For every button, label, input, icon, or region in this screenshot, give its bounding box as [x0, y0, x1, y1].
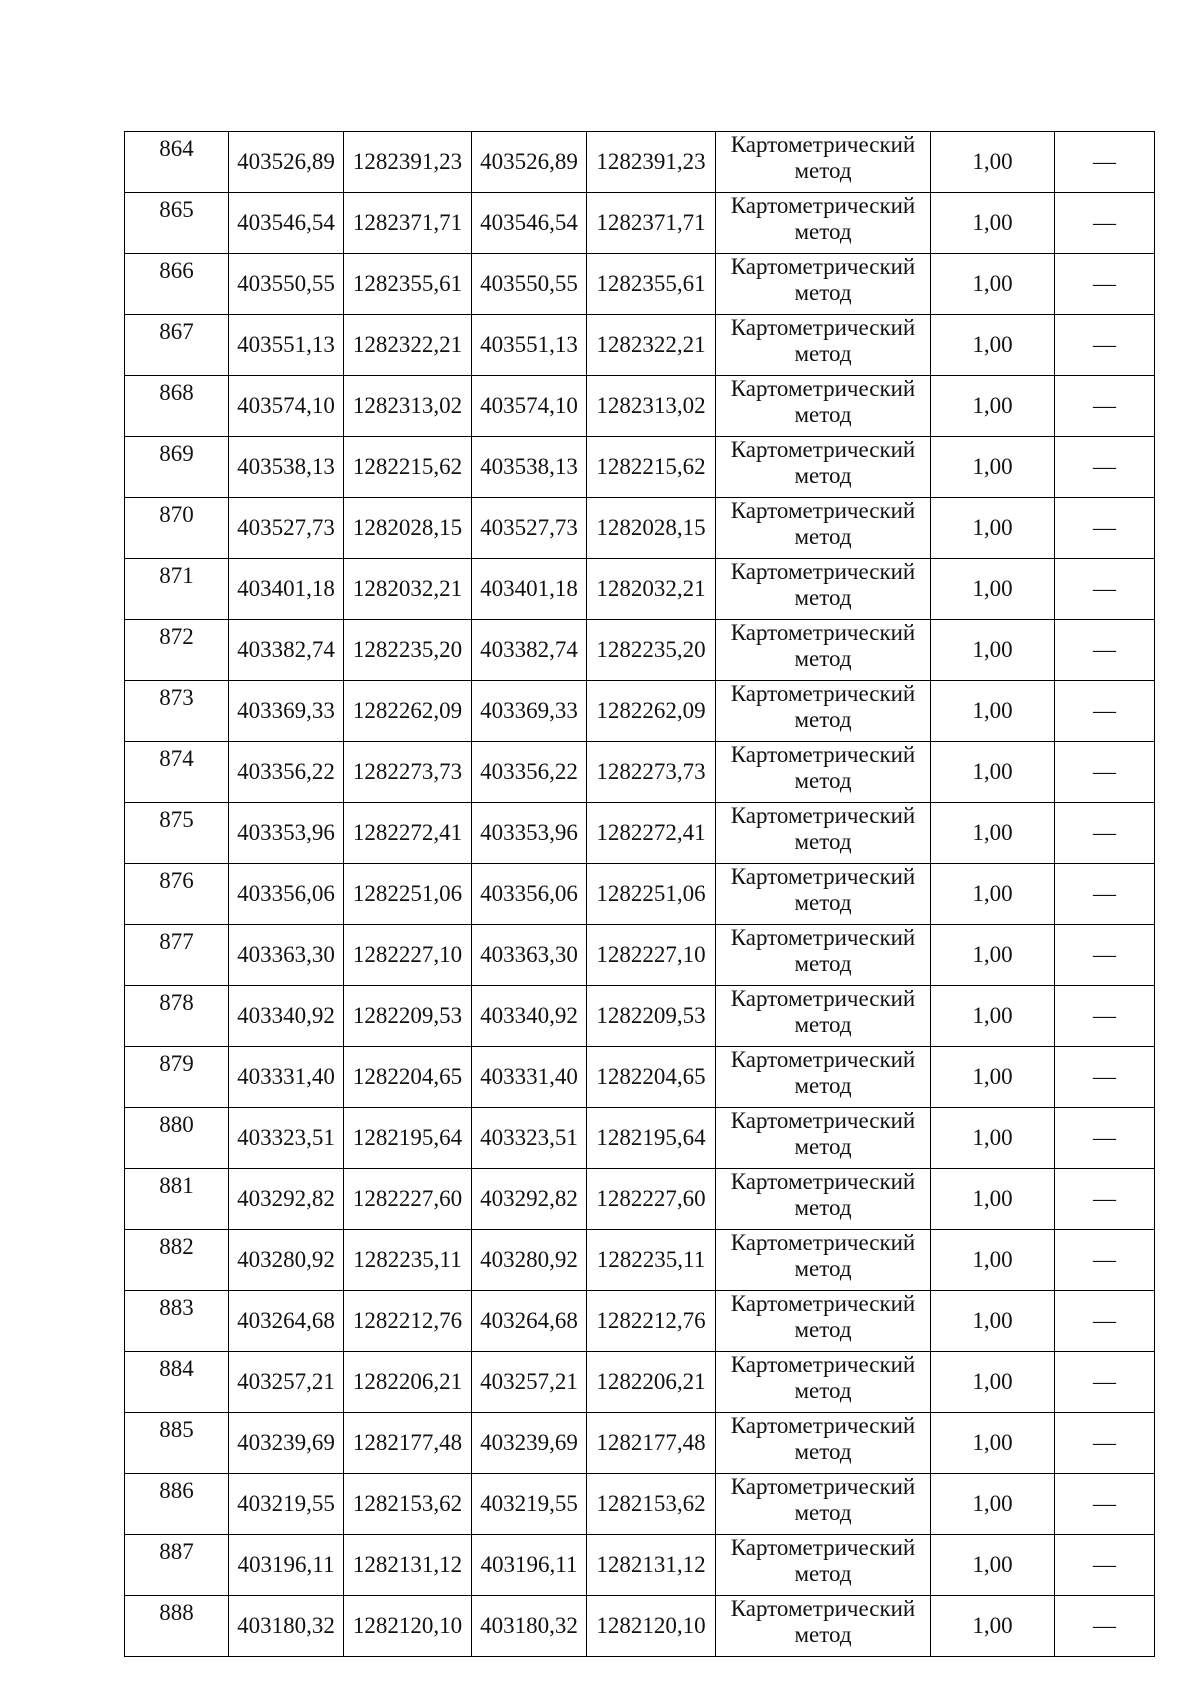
accuracy-cell: 1,00 — [931, 742, 1055, 803]
method-cell — [716, 1474, 931, 1535]
x-coordinate-new-cell: 403538,13 — [472, 437, 587, 498]
y-coordinate-new-cell: 1282204,65 — [587, 1047, 716, 1108]
y-coordinate-cell: 1282204,65 — [344, 1047, 472, 1108]
note-dash-cell: — — [1055, 132, 1155, 193]
note-dash-cell: — — [1055, 437, 1155, 498]
method-cell — [716, 620, 931, 681]
x-coordinate-cell: 403363,30 — [229, 925, 344, 986]
y-coordinate-new-cell: 1282227,60 — [587, 1169, 716, 1230]
x-coordinate-new-cell: 403180,32 — [472, 1596, 587, 1657]
table-row — [125, 986, 1155, 1047]
x-coordinate-cell: 403340,92 — [229, 986, 344, 1047]
y-coordinate-new-cell: 1282131,12 — [587, 1535, 716, 1596]
table-row — [125, 132, 1155, 193]
note-dash-cell: — — [1055, 742, 1155, 803]
table-row — [125, 315, 1155, 376]
method-cell — [716, 132, 931, 193]
method-line-2: метод — [794, 1500, 852, 1525]
point-number-cell: 866 — [125, 254, 229, 315]
note-dash-cell: — — [1055, 1413, 1155, 1474]
accuracy-cell: 1,00 — [931, 1291, 1055, 1352]
x-coordinate-cell: 403196,11 — [229, 1535, 344, 1596]
method-line-2: метод — [794, 341, 852, 366]
y-coordinate-cell: 1282251,06 — [344, 864, 472, 925]
y-coordinate-new-cell: 1282235,20 — [587, 620, 716, 681]
y-coordinate-cell: 1282227,10 — [344, 925, 472, 986]
x-coordinate-cell: 403401,18 — [229, 559, 344, 620]
method-line-1: Картометрический — [730, 376, 916, 401]
note-dash-cell: — — [1055, 559, 1155, 620]
method-line-2: метод — [794, 158, 852, 183]
accuracy-cell: 1,00 — [931, 559, 1055, 620]
method-line-1: Картометрический — [730, 1596, 916, 1621]
point-number-cell: 875 — [125, 803, 229, 864]
x-coordinate-new-cell: 403323,51 — [472, 1108, 587, 1169]
method-cell — [716, 1047, 931, 1108]
method-line-2: метод — [794, 1134, 852, 1159]
table-row — [125, 437, 1155, 498]
accuracy-cell: 1,00 — [931, 681, 1055, 742]
y-coordinate-new-cell: 1282215,62 — [587, 437, 716, 498]
accuracy-cell: 1,00 — [931, 1108, 1055, 1169]
table-row — [125, 1535, 1155, 1596]
x-coordinate-cell: 403292,82 — [229, 1169, 344, 1230]
point-number-cell: 864 — [125, 132, 229, 193]
accuracy-cell: 1,00 — [931, 1413, 1055, 1474]
method-cell — [716, 681, 931, 742]
x-coordinate-cell: 403551,13 — [229, 315, 344, 376]
method-line-2: метод — [794, 1073, 852, 1098]
note-dash-cell: — — [1055, 620, 1155, 681]
table-row — [125, 742, 1155, 803]
x-coordinate-new-cell: 403280,92 — [472, 1230, 587, 1291]
table-row — [125, 193, 1155, 254]
table-row — [125, 1352, 1155, 1413]
y-coordinate-new-cell: 1282272,41 — [587, 803, 716, 864]
table-row — [125, 925, 1155, 986]
point-number-cell: 888 — [125, 1596, 229, 1657]
y-coordinate-new-cell: 1282227,10 — [587, 925, 716, 986]
y-coordinate-new-cell: 1282028,15 — [587, 498, 716, 559]
accuracy-cell: 1,00 — [931, 315, 1055, 376]
accuracy-cell: 1,00 — [931, 254, 1055, 315]
note-dash-cell: — — [1055, 864, 1155, 925]
table-row — [125, 559, 1155, 620]
method-cell — [716, 864, 931, 925]
method-cell — [716, 1230, 931, 1291]
method-line-1: Картометрический — [730, 1169, 916, 1194]
x-coordinate-cell: 403369,33 — [229, 681, 344, 742]
note-dash-cell: — — [1055, 1352, 1155, 1413]
y-coordinate-cell: 1282371,71 — [344, 193, 472, 254]
x-coordinate-new-cell: 403264,68 — [472, 1291, 587, 1352]
note-dash-cell: — — [1055, 1291, 1155, 1352]
table-row — [125, 1596, 1155, 1657]
y-coordinate-new-cell: 1282177,48 — [587, 1413, 716, 1474]
point-number-cell: 883 — [125, 1291, 229, 1352]
method-line-1: Картометрический — [730, 1352, 916, 1377]
x-coordinate-new-cell: 403257,21 — [472, 1352, 587, 1413]
point-number-cell: 886 — [125, 1474, 229, 1535]
x-coordinate-new-cell: 403546,54 — [472, 193, 587, 254]
y-coordinate-cell: 1282273,73 — [344, 742, 472, 803]
method-line-2: метод — [794, 585, 852, 610]
method-line-1: Картометрический — [730, 1413, 916, 1438]
x-coordinate-new-cell: 403196,11 — [472, 1535, 587, 1596]
point-number-cell: 874 — [125, 742, 229, 803]
coordinates-table — [124, 131, 1155, 1657]
method-line-1: Картометрический — [730, 1108, 916, 1133]
method-cell — [716, 498, 931, 559]
y-coordinate-cell: 1282313,02 — [344, 376, 472, 437]
method-cell — [716, 254, 931, 315]
method-line-1: Картометрический — [730, 498, 916, 523]
method-line-2: метод — [794, 1561, 852, 1586]
accuracy-cell: 1,00 — [931, 620, 1055, 681]
y-coordinate-cell: 1282120,10 — [344, 1596, 472, 1657]
point-number-cell: 867 — [125, 315, 229, 376]
y-coordinate-new-cell: 1282235,11 — [587, 1230, 716, 1291]
table-row — [125, 1413, 1155, 1474]
x-coordinate-new-cell: 403574,10 — [472, 376, 587, 437]
point-number-cell: 881 — [125, 1169, 229, 1230]
accuracy-cell: 1,00 — [931, 376, 1055, 437]
table-row — [125, 1474, 1155, 1535]
method-line-1: Картометрический — [730, 437, 916, 462]
table-row — [125, 1047, 1155, 1108]
point-number-cell: 876 — [125, 864, 229, 925]
x-coordinate-cell: 403353,96 — [229, 803, 344, 864]
method-cell — [716, 193, 931, 254]
note-dash-cell: — — [1055, 376, 1155, 437]
y-coordinate-cell: 1282215,62 — [344, 437, 472, 498]
x-coordinate-cell: 403331,40 — [229, 1047, 344, 1108]
method-cell — [716, 376, 931, 437]
accuracy-cell: 1,00 — [931, 1474, 1055, 1535]
point-number-cell: 885 — [125, 1413, 229, 1474]
table-row — [125, 681, 1155, 742]
y-coordinate-new-cell: 1282371,71 — [587, 193, 716, 254]
method-line-2: метод — [794, 1622, 852, 1647]
x-coordinate-cell: 403323,51 — [229, 1108, 344, 1169]
method-line-1: Картометрический — [730, 1230, 916, 1255]
note-dash-cell: — — [1055, 315, 1155, 376]
x-coordinate-new-cell: 403551,13 — [472, 315, 587, 376]
y-coordinate-cell: 1282131,12 — [344, 1535, 472, 1596]
y-coordinate-cell: 1282227,60 — [344, 1169, 472, 1230]
note-dash-cell: — — [1055, 1230, 1155, 1291]
y-coordinate-cell: 1282272,41 — [344, 803, 472, 864]
method-line-1: Картометрический — [730, 620, 916, 645]
x-coordinate-new-cell: 403239,69 — [472, 1413, 587, 1474]
x-coordinate-new-cell: 403369,33 — [472, 681, 587, 742]
point-number-cell: 869 — [125, 437, 229, 498]
table-row — [125, 620, 1155, 681]
point-number-cell: 871 — [125, 559, 229, 620]
method-line-1: Картометрический — [730, 1474, 916, 1499]
note-dash-cell: — — [1055, 681, 1155, 742]
method-cell — [716, 742, 931, 803]
x-coordinate-cell: 403527,73 — [229, 498, 344, 559]
method-line-2: метод — [794, 829, 852, 854]
note-dash-cell: — — [1055, 254, 1155, 315]
point-number-cell: 884 — [125, 1352, 229, 1413]
note-dash-cell: — — [1055, 1047, 1155, 1108]
x-coordinate-new-cell: 403356,22 — [472, 742, 587, 803]
note-dash-cell: — — [1055, 986, 1155, 1047]
method-cell — [716, 1291, 931, 1352]
x-coordinate-new-cell: 403527,73 — [472, 498, 587, 559]
note-dash-cell: — — [1055, 1596, 1155, 1657]
x-coordinate-cell: 403356,06 — [229, 864, 344, 925]
point-number-cell: 879 — [125, 1047, 229, 1108]
point-number-cell: 873 — [125, 681, 229, 742]
point-number-cell: 887 — [125, 1535, 229, 1596]
method-line-1: Картометрический — [730, 254, 916, 279]
method-line-1: Картометрический — [730, 559, 916, 584]
y-coordinate-new-cell: 1282251,06 — [587, 864, 716, 925]
table-row — [125, 1108, 1155, 1169]
y-coordinate-new-cell: 1282355,61 — [587, 254, 716, 315]
x-coordinate-cell: 403382,74 — [229, 620, 344, 681]
method-line-1: Картометрический — [730, 193, 916, 218]
y-coordinate-cell: 1282322,21 — [344, 315, 472, 376]
note-dash-cell: — — [1055, 925, 1155, 986]
note-dash-cell: — — [1055, 193, 1155, 254]
x-coordinate-new-cell: 403363,30 — [472, 925, 587, 986]
y-coordinate-cell: 1282391,23 — [344, 132, 472, 193]
table-row — [125, 803, 1155, 864]
table-row — [125, 864, 1155, 925]
note-dash-cell: — — [1055, 1474, 1155, 1535]
accuracy-cell: 1,00 — [931, 986, 1055, 1047]
method-line-2: метод — [794, 646, 852, 671]
method-line-1: Картометрический — [730, 1047, 916, 1072]
method-line-1: Картометрический — [730, 315, 916, 340]
coordinates-table-body — [125, 132, 1155, 1657]
method-cell — [716, 559, 931, 620]
accuracy-cell: 1,00 — [931, 498, 1055, 559]
note-dash-cell: — — [1055, 1169, 1155, 1230]
y-coordinate-new-cell: 1282212,76 — [587, 1291, 716, 1352]
method-line-1: Картометрический — [730, 1291, 916, 1316]
method-line-2: метод — [794, 524, 852, 549]
method-cell — [716, 803, 931, 864]
method-cell — [716, 437, 931, 498]
method-line-1: Картометрический — [730, 1535, 916, 1560]
method-cell — [716, 925, 931, 986]
y-coordinate-cell: 1282206,21 — [344, 1352, 472, 1413]
table-row — [125, 498, 1155, 559]
x-coordinate-cell: 403546,54 — [229, 193, 344, 254]
y-coordinate-new-cell: 1282262,09 — [587, 681, 716, 742]
method-line-2: метод — [794, 1439, 852, 1464]
y-coordinate-cell: 1282032,21 — [344, 559, 472, 620]
method-line-2: метод — [794, 463, 852, 488]
y-coordinate-new-cell: 1282273,73 — [587, 742, 716, 803]
y-coordinate-cell: 1282195,64 — [344, 1108, 472, 1169]
table-row — [125, 376, 1155, 437]
x-coordinate-cell: 403180,32 — [229, 1596, 344, 1657]
x-coordinate-cell: 403538,13 — [229, 437, 344, 498]
x-coordinate-cell: 403526,89 — [229, 132, 344, 193]
method-line-2: метод — [794, 219, 852, 244]
y-coordinate-new-cell: 1282032,21 — [587, 559, 716, 620]
x-coordinate-new-cell: 403550,55 — [472, 254, 587, 315]
accuracy-cell: 1,00 — [931, 803, 1055, 864]
y-coordinate-new-cell: 1282195,64 — [587, 1108, 716, 1169]
x-coordinate-new-cell: 403353,96 — [472, 803, 587, 864]
x-coordinate-cell: 403280,92 — [229, 1230, 344, 1291]
x-coordinate-new-cell: 403382,74 — [472, 620, 587, 681]
x-coordinate-cell: 403574,10 — [229, 376, 344, 437]
x-coordinate-new-cell: 403526,89 — [472, 132, 587, 193]
x-coordinate-new-cell: 403219,55 — [472, 1474, 587, 1535]
x-coordinate-new-cell: 403401,18 — [472, 559, 587, 620]
accuracy-cell: 1,00 — [931, 1352, 1055, 1413]
method-cell — [716, 315, 931, 376]
y-coordinate-cell: 1282153,62 — [344, 1474, 472, 1535]
method-line-1: Картометрический — [730, 925, 916, 950]
y-coordinate-cell: 1282028,15 — [344, 498, 472, 559]
point-number-cell: 878 — [125, 986, 229, 1047]
method-cell — [716, 986, 931, 1047]
point-number-cell: 868 — [125, 376, 229, 437]
table-row — [125, 254, 1155, 315]
y-coordinate-new-cell: 1282206,21 — [587, 1352, 716, 1413]
y-coordinate-new-cell: 1282391,23 — [587, 132, 716, 193]
y-coordinate-cell: 1282235,20 — [344, 620, 472, 681]
point-number-cell: 880 — [125, 1108, 229, 1169]
point-number-cell: 882 — [125, 1230, 229, 1291]
point-number-cell: 870 — [125, 498, 229, 559]
accuracy-cell: 1,00 — [931, 193, 1055, 254]
y-coordinate-cell: 1282177,48 — [344, 1413, 472, 1474]
method-cell — [716, 1413, 931, 1474]
accuracy-cell: 1,00 — [931, 1169, 1055, 1230]
method-line-2: метод — [794, 1012, 852, 1037]
x-coordinate-new-cell: 403356,06 — [472, 864, 587, 925]
note-dash-cell: — — [1055, 1108, 1155, 1169]
point-number-cell: 877 — [125, 925, 229, 986]
y-coordinate-cell: 1282355,61 — [344, 254, 472, 315]
y-coordinate-new-cell: 1282313,02 — [587, 376, 716, 437]
method-line-2: метод — [794, 707, 852, 732]
note-dash-cell: — — [1055, 498, 1155, 559]
table-row — [125, 1291, 1155, 1352]
method-cell — [716, 1108, 931, 1169]
method-cell — [716, 1352, 931, 1413]
x-coordinate-cell: 403550,55 — [229, 254, 344, 315]
method-line-1: Картометрический — [730, 681, 916, 706]
y-coordinate-cell: 1282209,53 — [344, 986, 472, 1047]
y-coordinate-new-cell: 1282322,21 — [587, 315, 716, 376]
point-number-cell: 865 — [125, 193, 229, 254]
method-cell — [716, 1596, 931, 1657]
x-coordinate-cell: 403257,21 — [229, 1352, 344, 1413]
x-coordinate-cell: 403239,69 — [229, 1413, 344, 1474]
y-coordinate-cell: 1282235,11 — [344, 1230, 472, 1291]
x-coordinate-cell: 403219,55 — [229, 1474, 344, 1535]
y-coordinate-new-cell: 1282209,53 — [587, 986, 716, 1047]
method-line-2: метод — [794, 1195, 852, 1220]
method-line-1: Картометрический — [730, 742, 916, 767]
y-coordinate-new-cell: 1282120,10 — [587, 1596, 716, 1657]
method-cell — [716, 1169, 931, 1230]
method-line-2: метод — [794, 1378, 852, 1403]
x-coordinate-new-cell: 403331,40 — [472, 1047, 587, 1108]
note-dash-cell: — — [1055, 1535, 1155, 1596]
accuracy-cell: 1,00 — [931, 1047, 1055, 1108]
method-line-2: метод — [794, 402, 852, 427]
accuracy-cell: 1,00 — [931, 437, 1055, 498]
method-line-2: метод — [794, 890, 852, 915]
x-coordinate-new-cell: 403340,92 — [472, 986, 587, 1047]
table-row — [125, 1169, 1155, 1230]
table-row — [125, 1230, 1155, 1291]
accuracy-cell: 1,00 — [931, 925, 1055, 986]
y-coordinate-cell: 1282262,09 — [344, 681, 472, 742]
method-line-2: метод — [794, 1317, 852, 1342]
x-coordinate-new-cell: 403292,82 — [472, 1169, 587, 1230]
method-line-1: Картометрический — [730, 986, 916, 1011]
accuracy-cell: 1,00 — [931, 132, 1055, 193]
y-coordinate-cell: 1282212,76 — [344, 1291, 472, 1352]
method-line-2: метод — [794, 1256, 852, 1281]
accuracy-cell: 1,00 — [931, 1535, 1055, 1596]
method-line-2: метод — [794, 768, 852, 793]
y-coordinate-new-cell: 1282153,62 — [587, 1474, 716, 1535]
method-cell — [716, 1535, 931, 1596]
note-dash-cell: — — [1055, 803, 1155, 864]
point-number-cell: 872 — [125, 620, 229, 681]
method-line-2: метод — [794, 280, 852, 305]
method-line-1: Картометрический — [730, 132, 916, 157]
x-coordinate-cell: 403356,22 — [229, 742, 344, 803]
x-coordinate-cell: 403264,68 — [229, 1291, 344, 1352]
accuracy-cell: 1,00 — [931, 1230, 1055, 1291]
method-line-1: Картометрический — [730, 864, 916, 889]
method-line-1: Картометрический — [730, 803, 916, 828]
accuracy-cell: 1,00 — [931, 864, 1055, 925]
method-line-2: метод — [794, 951, 852, 976]
accuracy-cell: 1,00 — [931, 1596, 1055, 1657]
